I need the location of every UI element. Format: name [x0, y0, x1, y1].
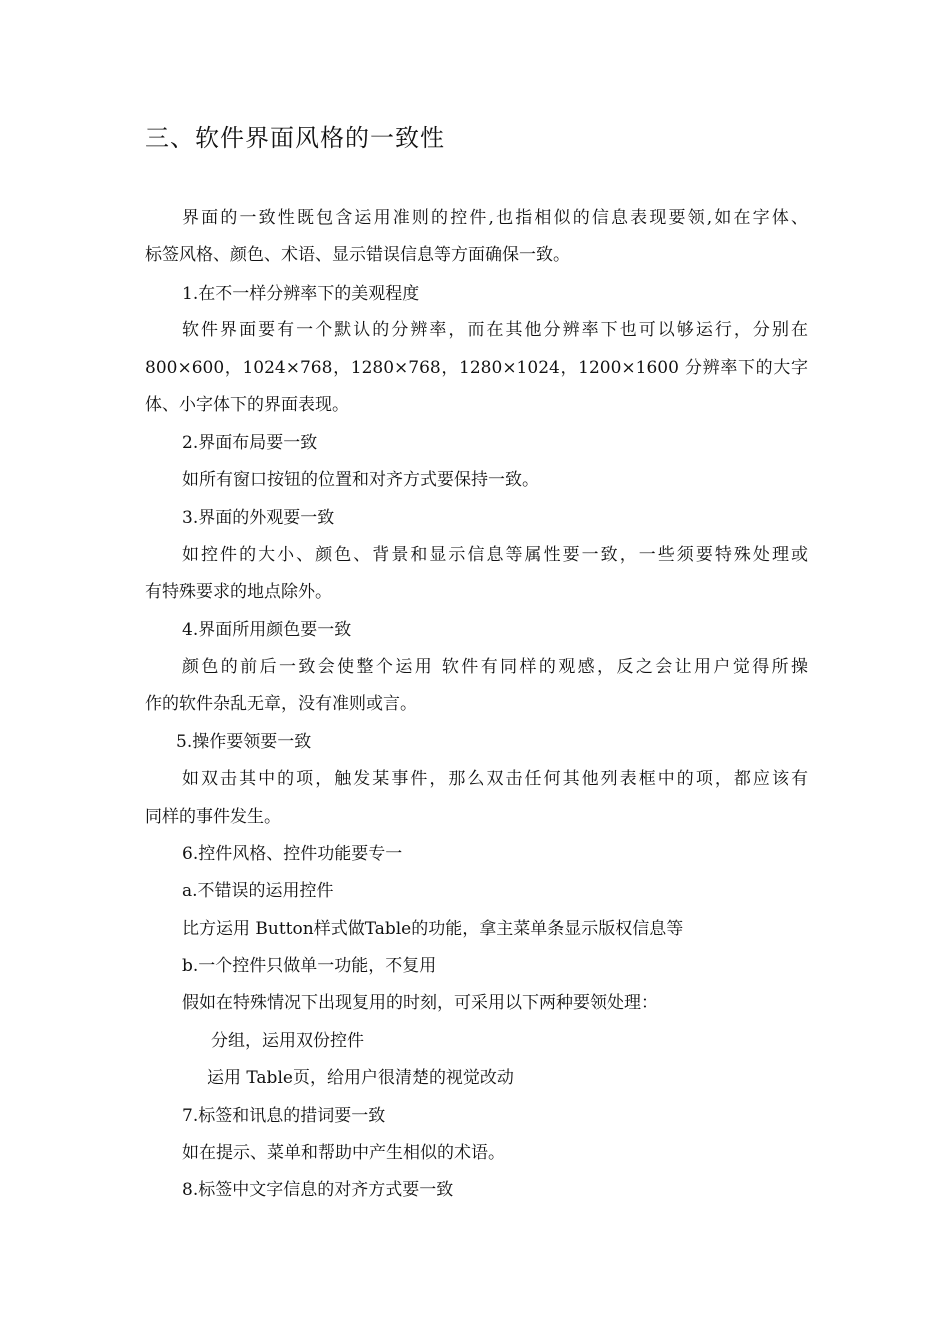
subheading-line: b.一个控件只做单一功能，不复用 [182, 956, 437, 976]
paragraph-line: 如所有窗口按钮的位置和对齐方式要保持一致。 [182, 470, 539, 490]
paragraph-line: 800×600，1024×768，1280×768，1280×1024，1200×1600 分辨率下的大字 [145, 358, 808, 378]
subheading-line: 5.操作要领要一致 [176, 732, 312, 752]
paragraph-line: 作的软件杂乱无章，没有准则或言。 [145, 694, 417, 714]
paragraph-line: 假如在特殊情况下出现复用的时刻，可采用以下两种要领处理： [182, 993, 658, 1013]
indented-line: 分组，运用双份控件 [211, 1031, 364, 1051]
subheading-line: 2.界面布局要一致 [182, 433, 318, 453]
paragraph-line: 颜色的前后一致会使整个运用 软件有同样的观感，反之会让用户觉得所操 [182, 657, 808, 677]
paragraph-line: 如控件的大小、颜色、背景和显示信息等属性要一致，一些须要特殊处理或 [182, 545, 808, 565]
subheading-line: 6.控件风格、控件功能要专一 [182, 844, 403, 864]
paragraph-line: 如双击其中的项，触发某事件，那么双击任何其他列表框中的项，都应该有 [182, 769, 808, 789]
subheading-line: 3.界面的外观要一致 [182, 508, 335, 528]
paragraph-line: 比方运用 Button样式做Table的功能，拿主菜单条显示版权信息等 [182, 919, 684, 939]
subheading-line: 4.界面所用颜色要一致 [182, 620, 352, 640]
subheading-line: 1.在不一样分辨率下的美观程度 [182, 284, 420, 304]
subheading-line: 8.标签中文字信息的对齐方式要一致 [182, 1180, 454, 1200]
paragraph-line: 界面的一致性既包含运用准则的控件,也指相似的信息表现要领,如在字体、 [182, 208, 808, 228]
subheading-line: a.不错误的运用控件 [182, 881, 334, 901]
paragraph-line: 同样的事件发生。 [145, 807, 281, 827]
paragraph-line: 体、小字体下的界面表现。 [145, 395, 349, 415]
paragraph-line: 如在提示、菜单和帮助中产生相似的术语。 [182, 1143, 505, 1163]
paragraph-line: 有特殊要求的地点除外。 [145, 582, 332, 602]
paragraph-line: 软件界面要有一个默认的分辨率，而在其他分辨率下也可以够运行，分别在 [182, 320, 808, 340]
subheading-line: 7.标签和讯息的措词要一致 [182, 1106, 386, 1126]
section-title: 三、软件界面风格的一致性 [145, 124, 445, 152]
indented-line: 运用 Table页，给用户很清楚的视觉改动 [207, 1068, 514, 1088]
paragraph-line: 标签风格、颜色、术语、显示错误信息等方面确保一致。 [145, 245, 570, 265]
